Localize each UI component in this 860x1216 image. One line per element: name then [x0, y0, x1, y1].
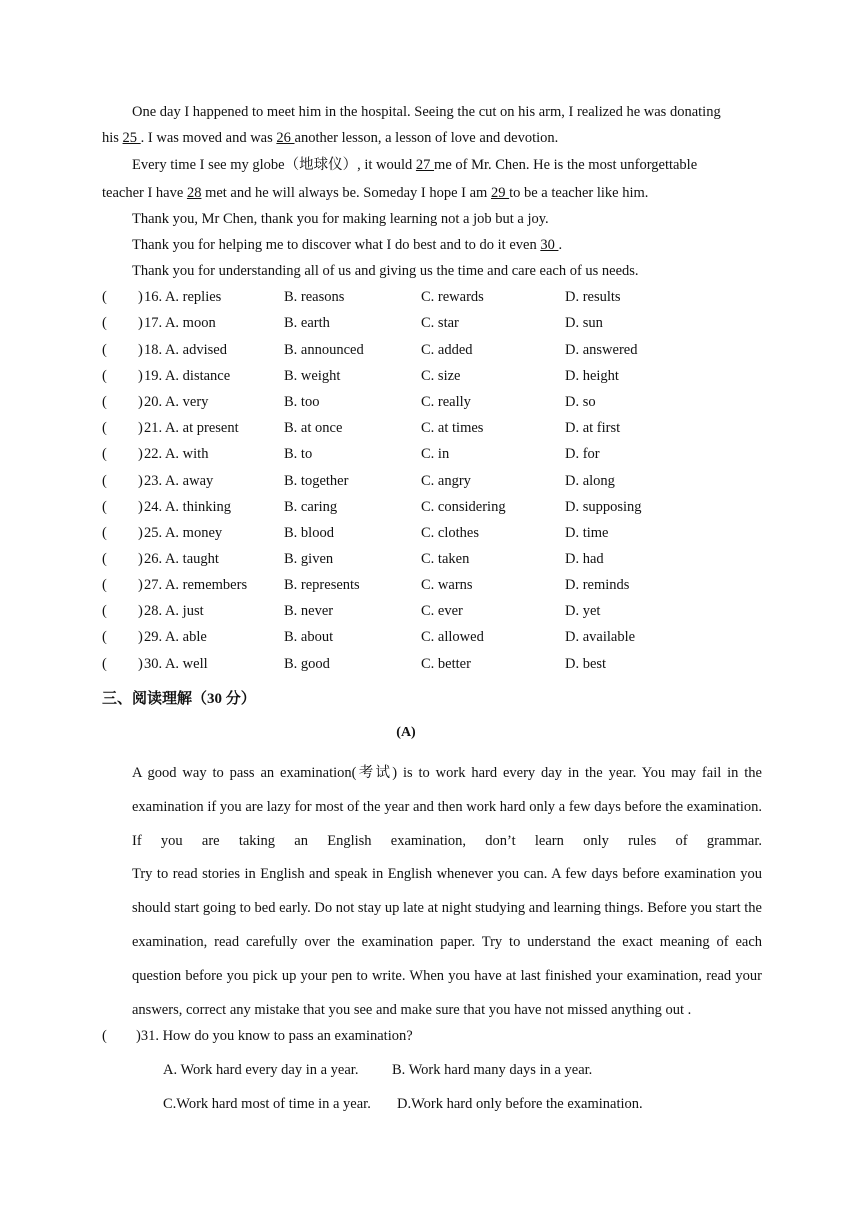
option-b: B. to [284, 446, 313, 462]
answer-paren: ( [102, 551, 107, 567]
text: another lesson, a lesson of love and devotion. [294, 130, 559, 146]
question-row [102, 444, 762, 464]
question-31-text: )31. How do you know to pass an examination? [136, 1028, 413, 1044]
option-b: B. weight [284, 368, 341, 384]
text: to be a teacher like him. [509, 185, 649, 201]
answer-paren-close: ) [138, 342, 143, 358]
option-a: 30. A. well [144, 656, 208, 672]
question-row [102, 340, 762, 360]
question-row [102, 313, 762, 333]
cloze-paragraph-2-line-1 [102, 155, 792, 175]
answer-paren: ( [102, 499, 107, 515]
question-row [102, 523, 762, 543]
option-a: 21. A. at present [144, 420, 239, 436]
option-c: C. angry [421, 473, 471, 489]
text: . I was moved and was [140, 130, 277, 146]
answer-paren-close: ) [138, 289, 143, 305]
question-row [102, 418, 762, 438]
answer-paren-close: ) [138, 499, 143, 515]
option-a: A. Work hard every day in a year. [163, 1062, 359, 1078]
option-c: C. taken [421, 551, 470, 567]
option-b: B. announced [284, 342, 364, 358]
option-d: D. reminds [565, 577, 630, 593]
answer-paren-close: ) [138, 473, 143, 489]
option-c: C. star [421, 315, 459, 331]
option-b: B. good [284, 656, 330, 672]
question-row [102, 471, 762, 491]
cloze-paragraph-1-line-1: One day I happened to meet him in the hospital. Seeing the cut on his arm, I realized he was donating [132, 104, 721, 120]
option-a: 22. A. with [144, 446, 209, 462]
answer-paren: ( [102, 473, 107, 489]
answer-paren: ( [102, 342, 107, 358]
option-d: D. height [565, 368, 619, 384]
option-d: D. along [565, 473, 615, 489]
passage-label: (A) [396, 725, 416, 740]
question-row [102, 654, 762, 674]
option-b: B. Work hard many days in a year. [392, 1062, 593, 1078]
option-c: C. rewards [421, 289, 484, 305]
answer-paren-close: ) [138, 368, 143, 384]
answer-paren: ( [102, 420, 107, 436]
option-d: D. sun [565, 315, 603, 331]
cloze-paragraph-2-line-2 [102, 183, 762, 203]
blank-30: 30 [540, 237, 559, 253]
text: met and he will always be. Someday I hope I am [201, 185, 491, 201]
option-c: C.Work hard most of time in a year. [163, 1096, 371, 1112]
answer-paren-close: ) [138, 446, 143, 462]
answer-paren: ( [102, 603, 107, 619]
question-31 [102, 1026, 762, 1046]
answer-paren: ( [102, 525, 107, 541]
option-d: D. yet [565, 603, 601, 619]
option-c: C. allowed [421, 629, 484, 645]
answer-paren-close: ) [138, 420, 143, 436]
option-a: 23. A. away [144, 473, 214, 489]
option-d: D. at first [565, 420, 621, 436]
cloze-paragraph-4 [102, 235, 792, 255]
text: Try to read stories in English and speak in English whenever you can. A few days before examination you should start going to bed early. Do not stay up late at night studying and learning things. Before you start the examination, read carefully over the examination paper. Try to understand the exact meaning of each question before you pick up your pen to write. When you have at last finished your examination, read your answers, correct any mistake that you see and make sure that you have not missed anything out . [132, 866, 762, 1018]
option-b: B. never [284, 603, 334, 619]
text: Every time I see my globe（地球仪）, it would [132, 157, 416, 173]
text: Thank you for helping me to discover what I do best and to do it even [132, 237, 541, 253]
option-d: D. best [565, 656, 607, 672]
cloze-paragraph-3: Thank you, Mr Chen, thank you for making learning not a job but a joy. [132, 211, 549, 227]
answer-paren-close: ) [138, 629, 143, 645]
answer-paren-close: ) [138, 577, 143, 593]
option-b: B. about [284, 629, 334, 645]
option-d: D. supposing [565, 499, 642, 515]
option-c: C. really [421, 394, 471, 410]
option-a: 25. A. money [144, 525, 223, 541]
blank-27: 27 [415, 157, 435, 173]
answer-paren: ( [102, 446, 107, 462]
answer-paren: ( [102, 629, 107, 645]
option-a: 16. A. replies [144, 289, 222, 305]
option-c: C. better [421, 656, 471, 672]
reading-paragraph-2 [102, 857, 762, 1027]
option-d: D. answered [565, 342, 638, 358]
option-b: B. given [284, 551, 334, 567]
text: teacher I have [102, 185, 187, 201]
answer-paren-close: ) [138, 315, 143, 331]
blank-29: 29 [490, 185, 510, 201]
cloze-paragraph-5: Thank you for understanding all of us and giving us the time and care each of us needs. [132, 263, 639, 279]
option-a: 20. A. very [144, 394, 209, 410]
option-c: C. ever [421, 603, 463, 619]
option-c: C. in [421, 446, 450, 462]
option-b: B. caring [284, 499, 338, 515]
answer-paren: ( [102, 289, 107, 305]
question-row [102, 601, 762, 621]
option-d: D. had [565, 551, 604, 567]
option-d: D.Work hard only before the examination. [397, 1096, 643, 1112]
text: A good way to pass an examination(考试) is to work hard every day in the year. You may fail in the examination if you are lazy for most of the year and then work hard only a few days before the examination. If you are taking an English examination, don’t learn only rules of grammar. [132, 765, 762, 849]
answer-paren: ( [102, 656, 107, 672]
option-a: 29. A. able [144, 629, 207, 645]
option-a: 24. A. thinking [144, 499, 232, 515]
option-d: D. available [565, 629, 636, 645]
option-d: D. for [565, 446, 600, 462]
question-row [102, 575, 762, 595]
blank-28: 28 [186, 185, 202, 201]
option-c: C. clothes [421, 525, 479, 541]
text: his [102, 130, 123, 146]
answer-paren: ( [102, 315, 107, 331]
question-row [102, 392, 762, 412]
cloze-paragraph-1-line-2 [102, 128, 762, 148]
option-a: 19. A. distance [144, 368, 231, 384]
option-c: C. added [421, 342, 473, 358]
text: me of Mr. Chen. He is the most unforgettable [434, 157, 698, 173]
option-b: B. reasons [284, 289, 345, 305]
reading-paragraph-1 [102, 756, 762, 858]
option-b: B. represents [284, 577, 360, 593]
answer-paren-close: ) [138, 394, 143, 410]
option-b: B. too [284, 394, 320, 410]
answer-paren-close: ) [138, 525, 143, 541]
answer-paren: ( [102, 394, 107, 410]
option-a: 18. A. advised [144, 342, 227, 358]
option-b: B. blood [284, 525, 334, 541]
option-b: B. together [284, 473, 349, 489]
option-c: C. size [421, 368, 461, 384]
answer-paren: ( [102, 577, 107, 593]
answer-paren-close: ) [138, 656, 143, 672]
question-row [102, 366, 762, 386]
blank-26: 26 [276, 130, 295, 146]
blank-25: 25 [122, 130, 141, 146]
question-row [102, 627, 762, 647]
question-row [102, 287, 762, 307]
answer-paren-close: ) [138, 551, 143, 567]
question-row [102, 497, 762, 517]
option-a: 17. A. moon [144, 315, 216, 331]
question-row [102, 549, 762, 569]
option-d: D. results [565, 289, 621, 305]
option-d: D. so [565, 394, 596, 410]
option-a: 28. A. just [144, 603, 204, 619]
option-d: D. time [565, 525, 609, 541]
section-heading: 三、阅读理解（30 分） [102, 691, 256, 707]
answer-paren-close: ) [138, 603, 143, 619]
option-b: B. earth [284, 315, 330, 331]
option-c: C. at times [421, 420, 484, 436]
option-a: 27. A. remembers [144, 577, 248, 593]
option-b: B. at once [284, 420, 343, 436]
option-c: C. warns [421, 577, 473, 593]
answer-paren: ( [102, 368, 107, 384]
text: . [558, 237, 563, 253]
answer-paren: ( [102, 1028, 107, 1044]
option-a: 26. A. taught [144, 551, 219, 567]
option-c: C. considering [421, 499, 506, 515]
